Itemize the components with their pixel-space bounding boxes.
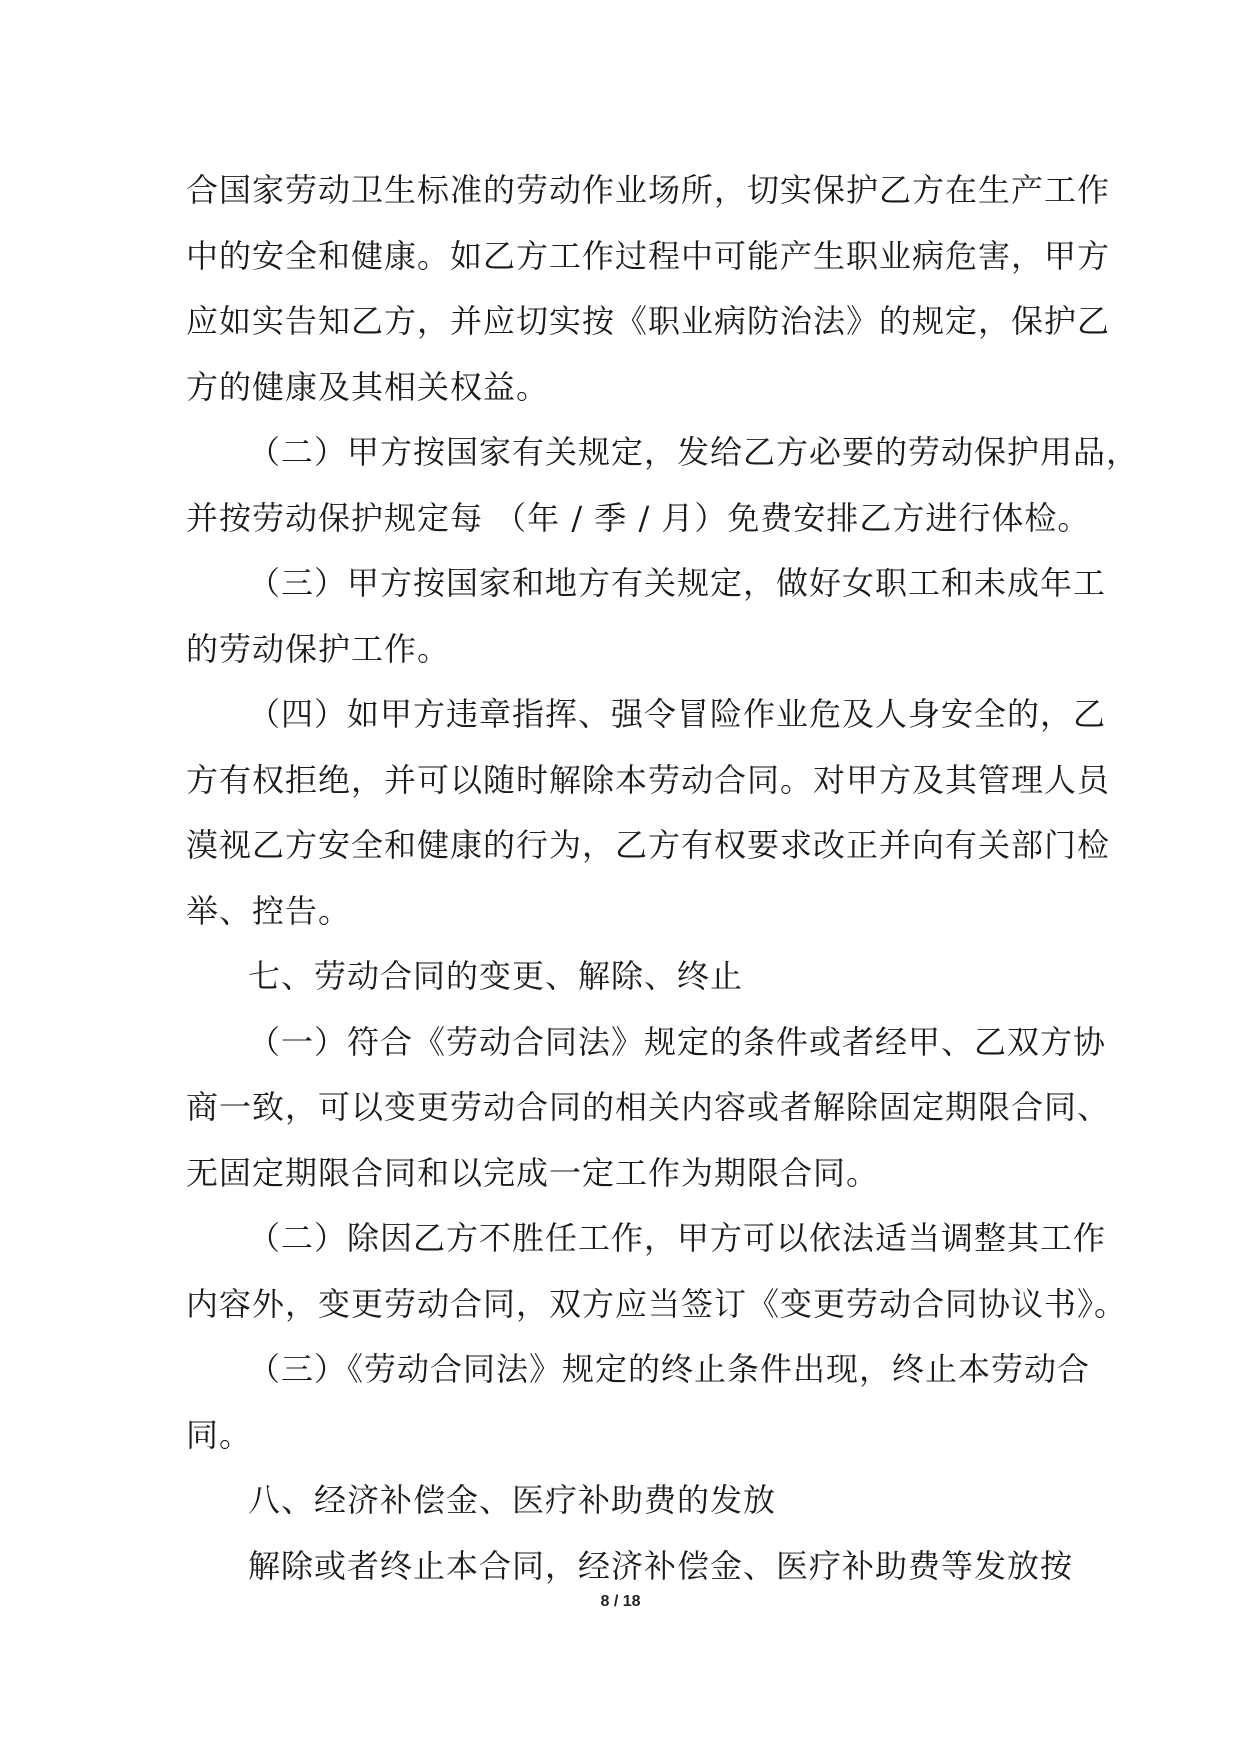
text-line: 漠视乙方安全和健康的行为，乙方有权要求改正并向有关部门检 [186,826,1111,864]
section-heading: 八、经济补偿金、医疗补助费的发放 [248,1481,777,1519]
document-body [186,158,1140,1599]
text-line: 应如实告知乙方，并应切实按《职业病防治法》的规定，保护乙 [186,302,1111,340]
text-line: 内容外，变更劳动合同，双方应当签订《变更劳动合同协议书》。 [186,1284,1128,1323]
text-line: （三）《劳动合同法》规定的终止条件出现，终止本劳动合 [248,1350,1091,1388]
text-line: 举、控告。 [186,891,352,930]
text-line: 同。 [186,1415,253,1454]
text-line: 的劳动保护工作。 [186,629,451,668]
text-line: 中的安全和健康。如乙方工作过程中可能产生职业病危害，甲方 [186,236,1111,275]
text-line: 方的健康及其相关权益。 [186,367,550,406]
text-line: 解除或者终止本合同，经济补偿金、医疗补助费等发放按 [248,1546,1074,1585]
text-line: 商一致，可以变更劳动合同的相关内容或者解除固定期限合同、 [186,1088,1111,1126]
page-number: 8 / 18 [600,1593,641,1610]
text-line: （四）如甲方违章指挥、强令冒险作业危及人身安全的，乙 [248,695,1107,733]
text-line: 无固定期限合同和以完成一定工作为期限合同。 [186,1153,880,1192]
text-line: 方有权拒绝，并可以随时解除本劳动合同。对甲方及其管理人员 [186,760,1111,799]
section-heading: 七、劳动合同的变更、解除、终止 [248,957,744,995]
text-line: （二）甲方按国家有关规定，发给乙方必要的劳动保护用品， [248,433,1140,471]
text-line: （三）甲方按国家和地方有关规定，做好女职工和未成年工 [248,564,1107,602]
text-line: （一）符合《劳动合同法》规定的条件或者经甲、乙双方协 [248,1022,1107,1061]
text-line: 并按劳动保护规定每 （年 / 季 / 月）免费安排乙方进行体检。 [186,498,1091,537]
text-line: （二）除因乙方不胜任工作，甲方可以依法适当调整其工作 [248,1219,1107,1257]
text-line: 合国家劳动卫生标准的劳动作业场所，切实保护乙方在生产工作 [186,171,1111,209]
